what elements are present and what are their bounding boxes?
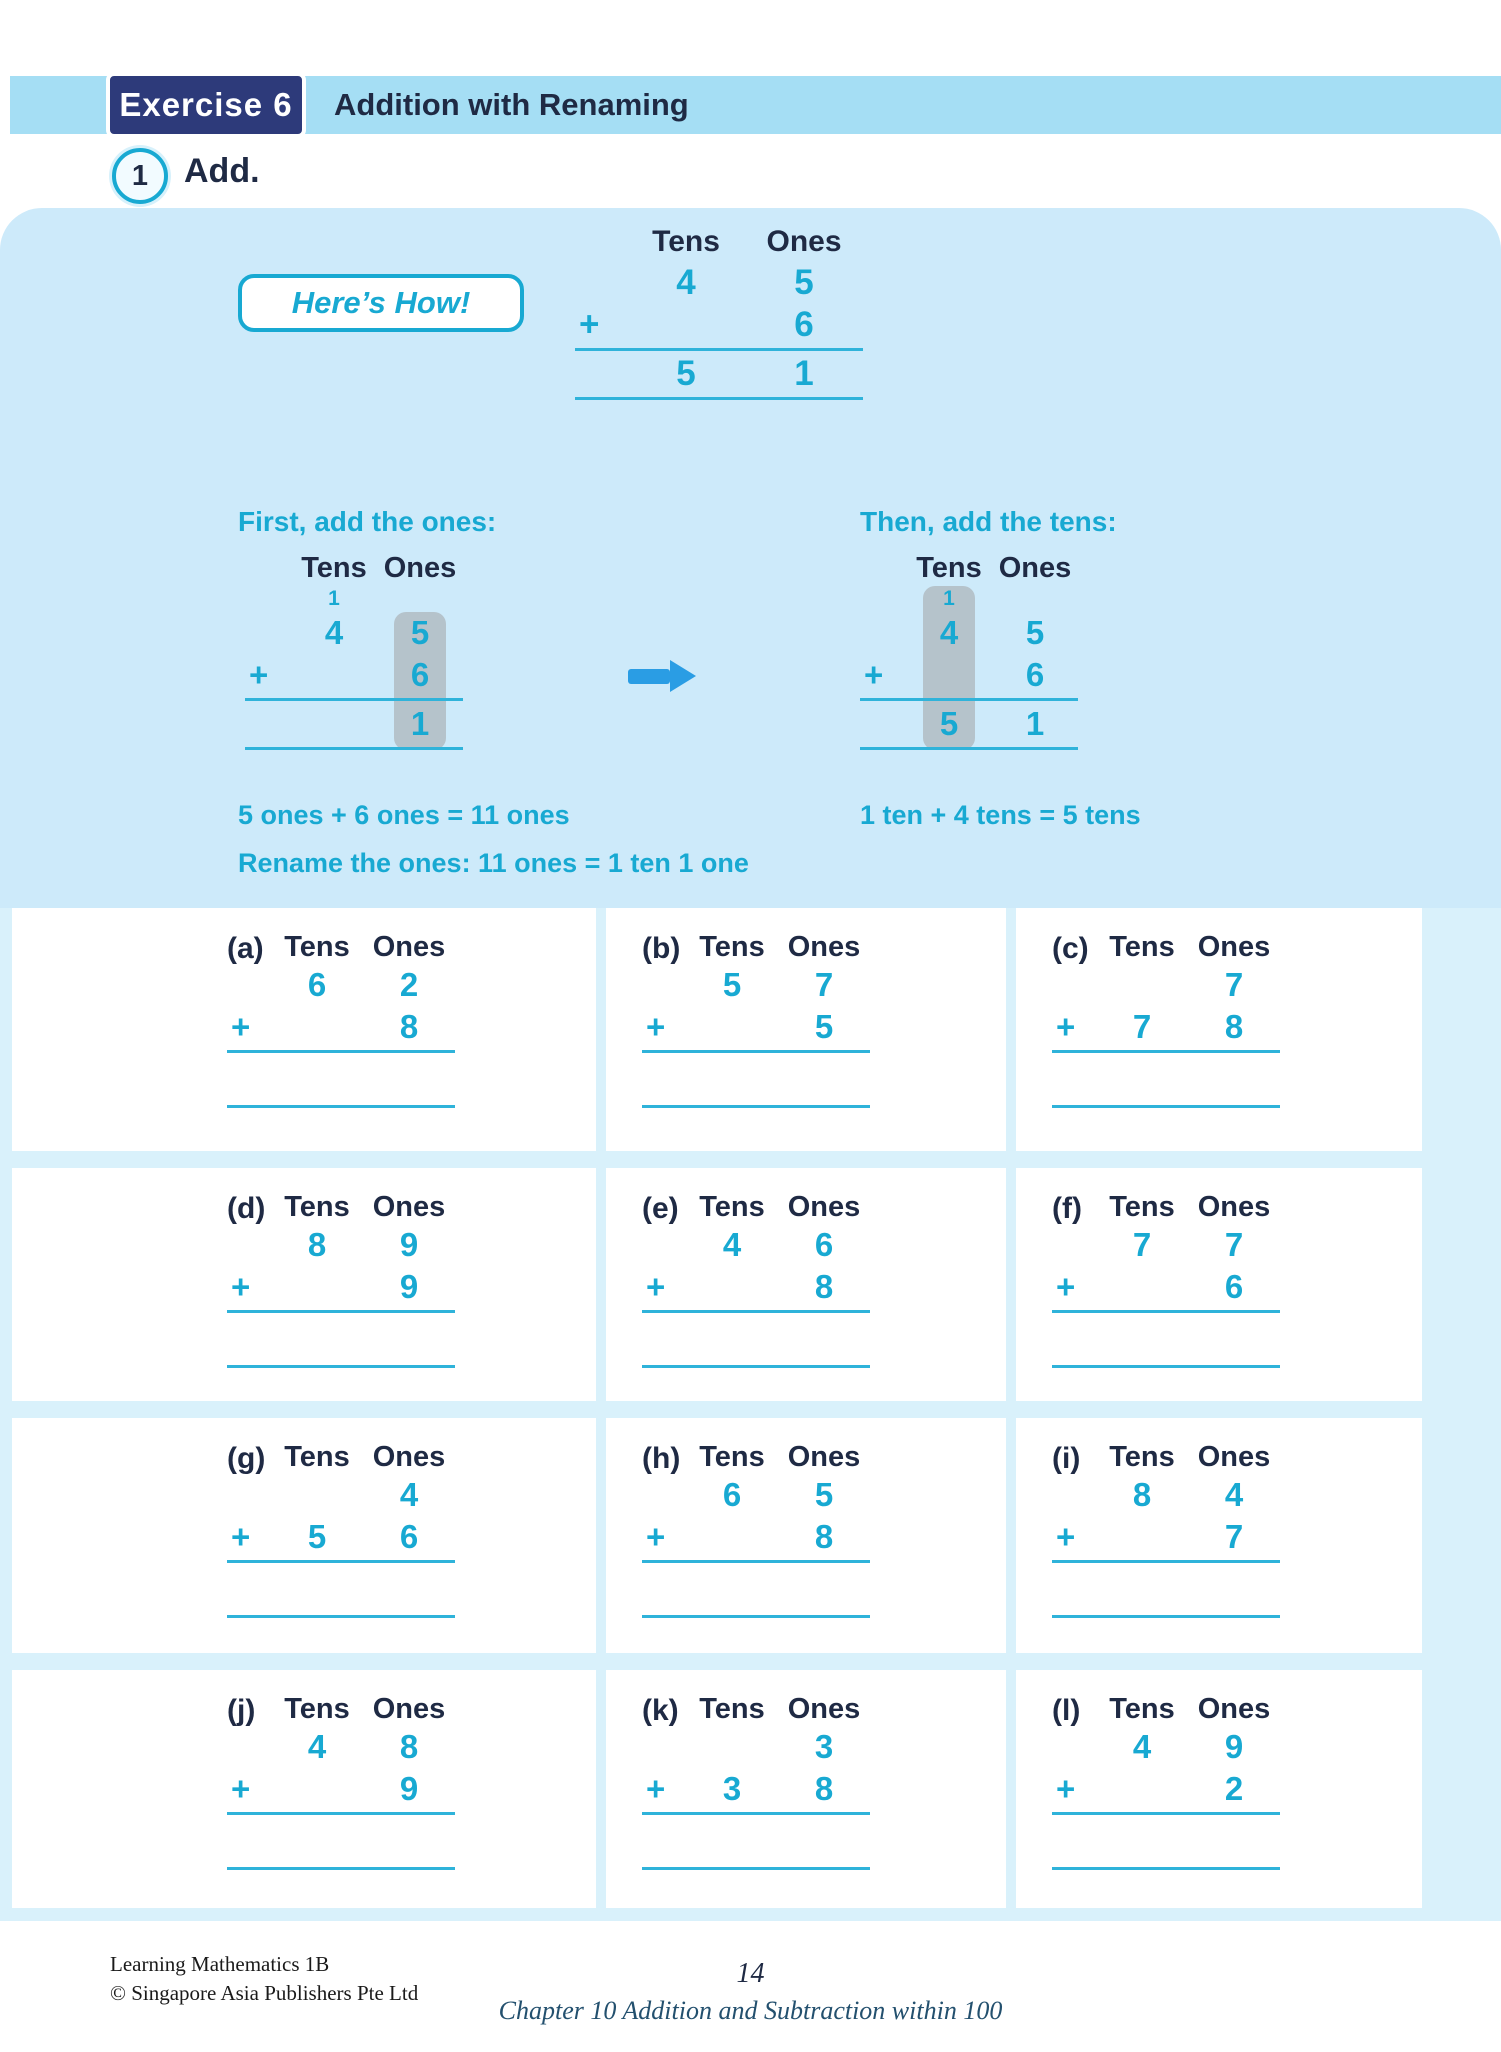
problem-label: (b) [642, 932, 681, 965]
problem-sum [227, 1190, 596, 1370]
top-tens-digit: 6 [722, 1476, 742, 1513]
answer-space [642, 1315, 870, 1363]
plus-sign: + [1056, 1770, 1076, 1807]
spacer-cell [642, 1190, 686, 1224]
spacer-cell [642, 964, 686, 1006]
problem-label: (k) [642, 1694, 679, 1727]
result-tens-digit: 5 [939, 705, 959, 742]
rename-caption: Rename the ones: 11 ones = 1 ten 1 one [238, 848, 749, 878]
spacer-cell [860, 612, 906, 654]
problem-sum [1052, 1190, 1422, 1370]
spacer-cell [642, 930, 686, 964]
answer-space [227, 1817, 455, 1865]
step1-caption: 5 ones + 6 ones = 11 ones [238, 800, 570, 830]
footer-page-number: 14 [736, 1958, 765, 1989]
problem-label: (c) [1052, 932, 1089, 965]
ones-header: Ones [1197, 1692, 1271, 1725]
bottom-ones-digit: 9 [399, 1268, 419, 1305]
top-ones-digit: 3 [814, 1728, 834, 1765]
top-tens-digit: 7 [1132, 1226, 1152, 1263]
arrow-icon [628, 660, 696, 692]
spacer-cell [227, 1190, 271, 1224]
spacer-cell [642, 1474, 686, 1516]
bottom-tens-digit [686, 1516, 778, 1558]
answer-space [227, 1565, 455, 1613]
answer-space [1052, 1565, 1280, 1613]
plus-sign: + [1056, 1268, 1076, 1305]
spacer-cell [1052, 1190, 1096, 1224]
tens-header: Tens [284, 1692, 350, 1725]
spacer-cell [860, 550, 906, 586]
problem-cell [12, 1670, 596, 1908]
ones-header: Ones [372, 1440, 446, 1473]
bottom-ones-digit: 6 [1224, 1268, 1244, 1305]
spacer-cell [906, 654, 992, 696]
bottom-ones-digit: 6 [399, 1518, 419, 1555]
answer-line [227, 1365, 455, 1368]
answer-line [227, 1615, 455, 1618]
tens-header: Tens [916, 551, 982, 584]
footer-chapter: Chapter 10 Addition and Subtraction within 100 [498, 1996, 1003, 2025]
problem-sum [1052, 1692, 1422, 1872]
answer-line [1052, 1365, 1280, 1368]
spacer-cell [227, 1474, 271, 1516]
problem-cell [1016, 1418, 1422, 1653]
problem-sum [1052, 1440, 1422, 1620]
bottom-ones-digit: 8 [399, 1008, 419, 1045]
top-ones-digit: 8 [399, 1728, 419, 1765]
ones-header: Ones [1197, 930, 1271, 963]
spacer-cell [642, 1440, 686, 1474]
problem-sum [1052, 930, 1422, 1110]
tens-header: Tens [1109, 1440, 1175, 1473]
footer-copyright: © Singapore Asia Publishers Pte Ltd [110, 1981, 419, 2005]
result-tens-digit: 5 [676, 354, 696, 393]
ones-header: Ones [787, 1440, 861, 1473]
sum-line [227, 1310, 455, 1313]
problem-sum [227, 1692, 596, 1872]
spacer-cell [627, 304, 745, 346]
bottom-tens-digit [1096, 1266, 1188, 1308]
ones-header: Ones [383, 551, 457, 584]
top-ones-digit: 4 [1224, 1476, 1244, 1513]
bottom-ones-digit: 8 [814, 1518, 834, 1555]
ones-header: Ones [372, 930, 446, 963]
spacer-cell [1052, 1692, 1096, 1726]
example-step1-sum [245, 550, 463, 752]
top-tens-digit [1096, 964, 1188, 1006]
bottom-tens-digit [271, 1768, 363, 1810]
bottom-ones-digit: 8 [814, 1770, 834, 1807]
answer-line [1052, 1867, 1280, 1870]
exercise-badge: Exercise 6 [106, 72, 306, 138]
problem-label: (f) [1052, 1192, 1082, 1225]
problem-cell [606, 1418, 1006, 1653]
answer-line [1052, 1615, 1280, 1618]
problem-cell [12, 1168, 596, 1401]
example-main-sum [575, 222, 863, 402]
example-panel [0, 208, 1501, 908]
answer-line [642, 1867, 870, 1870]
top-ones-digit: 5 [794, 263, 814, 302]
bottom-ones-digit: 6 [1025, 656, 1045, 693]
spacer-cell [1052, 1474, 1096, 1516]
top-ones-digit: 7 [1224, 966, 1244, 1003]
top-ones-digit: 2 [399, 966, 419, 1003]
result-ones-digit: 1 [794, 354, 814, 393]
page-title: Addition with Renaming [334, 87, 689, 122]
ones-header: Ones [787, 1692, 861, 1725]
tens-header: Tens [284, 1440, 350, 1473]
answer-line [227, 1867, 455, 1870]
answer-space [1052, 1315, 1280, 1363]
problem-label: (a) [227, 932, 264, 965]
ones-header: Ones [1197, 1190, 1271, 1223]
top-tens-digit [686, 1726, 778, 1768]
plus-sign: + [646, 1770, 666, 1807]
top-tens-digit: 4 [939, 614, 959, 651]
plus-sign: + [579, 305, 600, 344]
plus-sign: + [231, 1268, 251, 1305]
plus-sign: + [1056, 1518, 1076, 1555]
answer-space [1052, 1817, 1280, 1865]
bottom-tens-digit [686, 1266, 778, 1308]
plus-sign: + [646, 1518, 666, 1555]
spacer-cell [227, 1692, 271, 1726]
problem-cell [12, 1418, 596, 1653]
footer-book-title: Learning Mathematics 1B [110, 1952, 330, 1976]
bottom-tens-digit [1096, 1516, 1188, 1558]
bottom-ones-digit: 6 [794, 305, 814, 344]
bottom-tens-digit [1096, 1768, 1188, 1810]
spacer-cell [245, 550, 291, 586]
bottom-ones-digit: 2 [1224, 1770, 1244, 1807]
spacer-cell [377, 586, 463, 612]
problem-label: (j) [227, 1694, 256, 1727]
sum-line [575, 348, 863, 351]
bottom-ones-digit: 8 [814, 1268, 834, 1305]
sum-line [642, 1310, 870, 1313]
ones-header: Ones [998, 551, 1072, 584]
problem-sum [642, 930, 1006, 1110]
top-ones-digit: 5 [1025, 614, 1045, 651]
top-tens-digit: 4 [722, 1226, 742, 1263]
plus-sign: + [646, 1268, 666, 1305]
plus-sign: + [1056, 1008, 1076, 1045]
spacer-cell [575, 222, 627, 262]
problem-cell [606, 1670, 1006, 1908]
problem-sum [227, 930, 596, 1110]
problem-label: (l) [1052, 1694, 1081, 1727]
problem-cell [1016, 908, 1422, 1151]
plus-sign: + [646, 1008, 666, 1045]
bottom-ones-digit: 7 [1224, 1518, 1244, 1555]
tens-header: Tens [699, 1692, 765, 1725]
answer-space [642, 1817, 870, 1865]
top-ones-digit: 6 [814, 1226, 834, 1263]
problem-sum [642, 1190, 1006, 1370]
top-tens-digit: 4 [307, 1728, 327, 1765]
sum-line [1052, 1812, 1280, 1815]
problem-cell [12, 908, 596, 1151]
top-ones-digit: 9 [1224, 1728, 1244, 1765]
tens-header: Tens [652, 225, 720, 258]
problem-cell [606, 908, 1006, 1151]
problem-label: (d) [227, 1192, 266, 1225]
top-tens-digit: 4 [324, 614, 344, 651]
bottom-tens-digit [271, 1006, 363, 1048]
spacer-cell [860, 586, 906, 612]
step1-title: First, add the ones: [238, 506, 497, 537]
problem-label: (i) [1052, 1442, 1081, 1475]
result-line [575, 397, 863, 400]
problem-cell [606, 1168, 1006, 1401]
carry-digit: 1 [328, 587, 340, 610]
sum-line [642, 1560, 870, 1563]
tens-header: Tens [301, 551, 367, 584]
answer-space [227, 1055, 455, 1103]
spacer-cell [992, 586, 1078, 612]
plus-sign: + [864, 656, 884, 693]
spacer-cell [227, 1224, 271, 1266]
problem-label: (e) [642, 1192, 679, 1225]
bottom-tens-digit [271, 1266, 363, 1308]
top-tens-digit: 5 [722, 966, 742, 1003]
top-tens-digit: 4 [676, 263, 696, 302]
tens-header: Tens [1109, 1692, 1175, 1725]
top-tens-digit: 4 [1132, 1728, 1152, 1765]
answer-line [1052, 1105, 1280, 1108]
spacer-cell [642, 1692, 686, 1726]
step2-caption: 1 ten + 4 tens = 5 tens [860, 800, 1141, 830]
problems-grid [0, 908, 1501, 1921]
plus-sign: + [231, 1008, 251, 1045]
tens-header: Tens [1109, 930, 1175, 963]
answer-line [642, 1365, 870, 1368]
bottom-tens-digit: 7 [1132, 1008, 1152, 1045]
spacer-cell [227, 964, 271, 1006]
tens-header: Tens [699, 1190, 765, 1223]
answer-line [227, 1105, 455, 1108]
spacer-cell [1052, 964, 1096, 1006]
spacer-cell [1052, 1224, 1096, 1266]
ones-header: Ones [1197, 1440, 1271, 1473]
ones-header: Ones [787, 930, 861, 963]
result-ones-digit: 1 [410, 705, 430, 742]
top-ones-digit: 4 [399, 1476, 419, 1513]
spacer-cell [575, 353, 627, 395]
sum-line [1052, 1050, 1280, 1053]
bottom-tens-digit: 5 [307, 1518, 327, 1555]
spacer-cell [1052, 1440, 1096, 1474]
step2-title: Then, add the tens: [860, 506, 1117, 537]
answer-space [642, 1055, 870, 1103]
ones-header: Ones [766, 225, 842, 258]
spacer-cell [1052, 930, 1096, 964]
problem-cell [1016, 1168, 1422, 1401]
top-ones-digit: 7 [1224, 1226, 1244, 1263]
sum-line [1052, 1310, 1280, 1313]
spacer-cell [245, 703, 291, 745]
problem-cell [1016, 1670, 1422, 1908]
tens-header: Tens [284, 1190, 350, 1223]
spacer-cell [227, 930, 271, 964]
problem-label: (h) [642, 1442, 681, 1475]
answer-line [642, 1615, 870, 1618]
plus-sign: + [231, 1518, 251, 1555]
sum-line [642, 1812, 870, 1815]
arrow-shaft [628, 669, 670, 684]
spacer-cell [245, 586, 291, 612]
top-tens-digit [271, 1474, 363, 1516]
top-ones-digit: 5 [410, 614, 430, 651]
spacer-cell [227, 1726, 271, 1768]
problem-sum [642, 1440, 1006, 1620]
sum-line [860, 698, 1078, 701]
result-line [245, 747, 463, 750]
bottom-ones-digit: 9 [399, 1770, 419, 1807]
tens-header: Tens [284, 930, 350, 963]
bottom-tens-digit: 3 [722, 1770, 742, 1807]
answer-line [642, 1105, 870, 1108]
sum-line [1052, 1560, 1280, 1563]
question-instruction: Add. [184, 152, 260, 190]
bottom-tens-digit [686, 1006, 778, 1048]
arrow-head [670, 660, 696, 692]
spacer-cell [642, 1224, 686, 1266]
spacer-cell [245, 612, 291, 654]
bottom-ones-digit: 5 [814, 1008, 834, 1045]
answer-space [227, 1315, 455, 1363]
example-step2-sum [860, 550, 1078, 752]
top-ones-digit: 5 [814, 1476, 834, 1513]
heres-how-badge: Here’s How! [238, 274, 524, 332]
ones-header: Ones [787, 1190, 861, 1223]
sum-line [227, 1812, 455, 1815]
problem-sum [227, 1440, 596, 1620]
ones-header: Ones [372, 1692, 446, 1725]
bottom-ones-digit: 6 [410, 656, 430, 693]
tens-header: Tens [699, 930, 765, 963]
sum-line [245, 698, 463, 701]
bottom-ones-digit: 8 [1224, 1008, 1244, 1045]
tens-header: Tens [1109, 1190, 1175, 1223]
plus-sign: + [249, 656, 269, 693]
result-line [860, 747, 1078, 750]
sum-line [642, 1050, 870, 1053]
ones-header: Ones [372, 1190, 446, 1223]
tens-header: Tens [699, 1440, 765, 1473]
top-tens-digit: 8 [1132, 1476, 1152, 1513]
problem-sum [642, 1692, 1006, 1872]
spacer-cell [291, 654, 377, 696]
top-ones-digit: 7 [814, 966, 834, 1003]
result-ones-digit: 1 [1025, 705, 1045, 742]
sum-line [227, 1050, 455, 1053]
answer-space [1052, 1055, 1280, 1103]
top-ones-digit: 9 [399, 1226, 419, 1263]
top-tens-digit: 6 [307, 966, 327, 1003]
answer-space [642, 1565, 870, 1613]
question-number: 1 [112, 148, 168, 204]
carry-digit: 1 [943, 587, 955, 610]
top-tens-digit: 8 [307, 1226, 327, 1263]
problem-label: (g) [227, 1442, 266, 1475]
spacer-cell [227, 1440, 271, 1474]
plus-sign: + [231, 1770, 251, 1807]
spacer-cell [291, 703, 377, 745]
sum-line [227, 1560, 455, 1563]
spacer-cell [1052, 1726, 1096, 1768]
spacer-cell [575, 262, 627, 304]
spacer-cell [860, 703, 906, 745]
spacer-cell [642, 1726, 686, 1768]
